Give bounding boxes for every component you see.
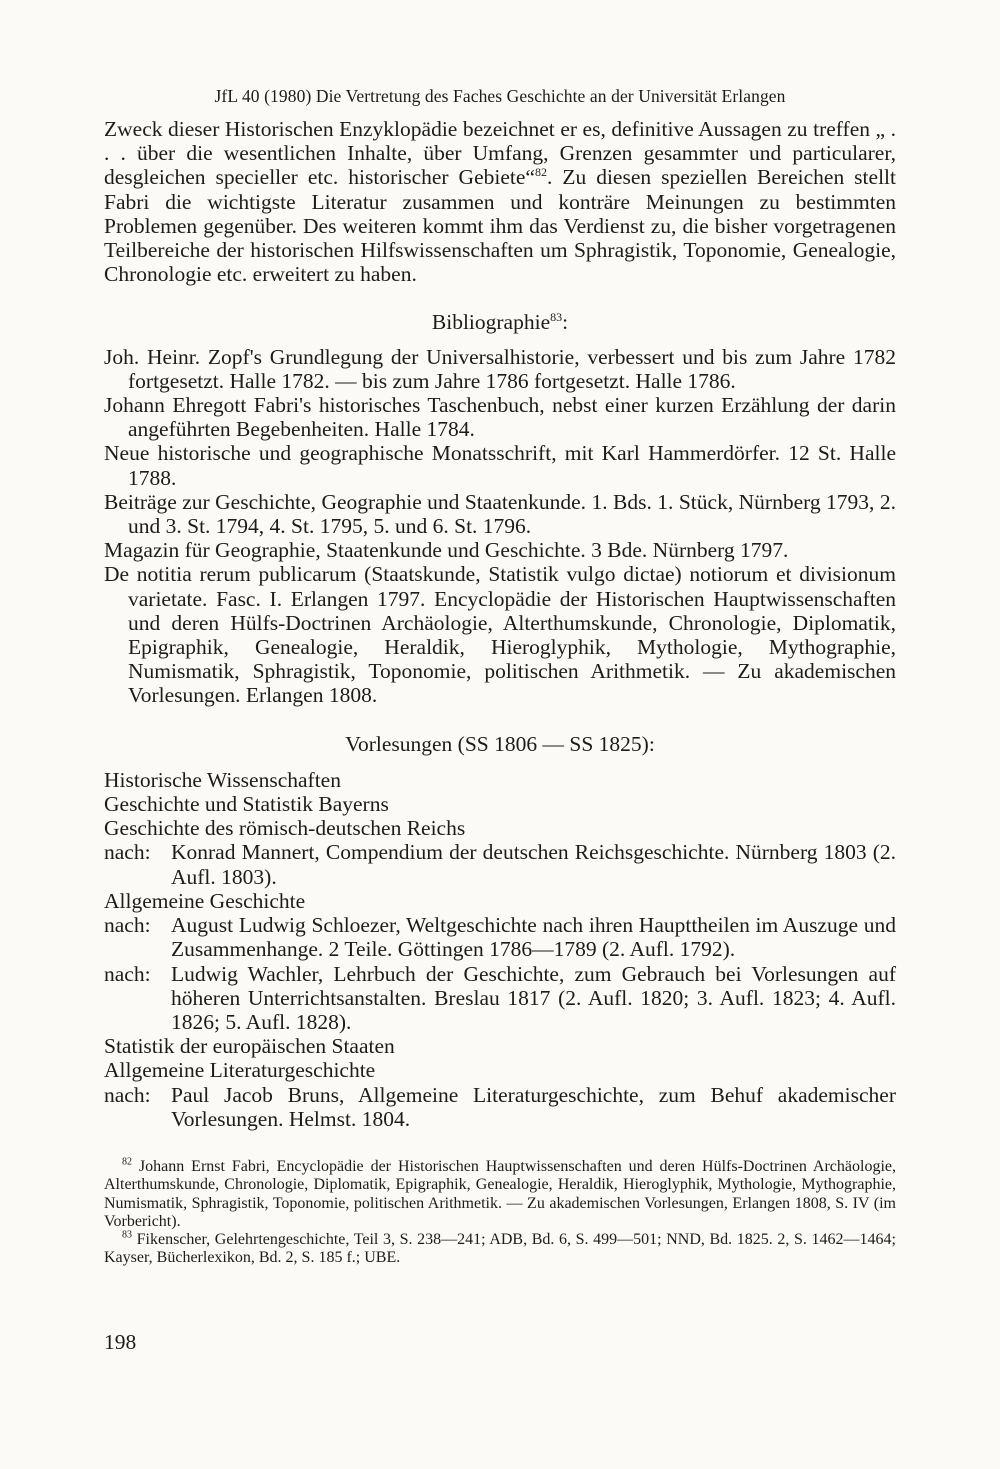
- lecture-course: Allgemeine Literaturgeschichte: [104, 1058, 376, 1083]
- footnote-number: 82: [122, 1156, 132, 1168]
- footnote-82: [104, 1158, 896, 1231]
- lecture-course: Geschichte und Statistik Bayerns: [104, 792, 389, 817]
- footnote-text: Fikenscher, Gelehrtengeschichte, Teil 3, S. 238—241; ADB, Bd. 6, S. 499—501; NND, Bd. 1825. 2, S. 1462—1464; Kayser, Bücherlexikon, Bd. 2, S. 185 f.; UBE.: [104, 1231, 896, 1267]
- lecture-course: Historische Wissenschaften: [104, 767, 341, 792]
- lecture-textbook: [104, 1083, 896, 1131]
- bibliography-entry: Johann Ehregott Fabri's historisches Taschenbuch, nebst einer kurzen Erzählung der darin angeführten Begebenheiten. Halle 1784.: [104, 393, 896, 442]
- nach-label: nach:: [104, 1082, 151, 1107]
- bibliography-heading: [104, 310, 896, 334]
- footnote-number: 83: [122, 1229, 132, 1241]
- bibliography-entry: De notitia rerum publicarum (Staatskunde, Statistik vulgo dictae) notiorum et divisionum varietate. Fasc. I. Erlangen 1797. Encyclopädie der Historischen Hauptwissenschaften und deren Hülfs-Doctrinen Archäologie, Alterthumskunde, Chronologie, Diplomatik, Epigraphik, Genealogie, Heraldik, Hieroglyphik, Mythologie, Mythographie, Numismatik, Sphragistik, Toponomie, politischen Arithmetik. — Zu akademischen Vorlesungen. Erlangen 1808.: [104, 562, 896, 708]
- footnote-83: [104, 1231, 896, 1268]
- footnote-text: Johann Ernst Fabri, Encyclopädie der Historischen Hauptwissenschaften und deren Hülfs-Doctrinen Archäologie, Alterthumskunde, Chronologie, Diplomatik, Epigraphik, Genealogie, Heraldik, Hieroglyphik, Mythologie, Mythographie, Numismatik, Sphragistik, Toponomie, politischen Arithmetik. — Zu akademischen Vorlesungen, Erlangen 1808, S. IV (im Vorbericht).: [104, 1157, 896, 1230]
- lecture-textbook: [104, 962, 896, 1035]
- bibliography-heading-colon: :: [562, 310, 569, 335]
- textbook-citation: August Ludwig Schloezer, Weltgeschichte nach ihren Haupttheilen im Auszuge und Zusammenhange. 2 Teile. Göttingen 1786—1789 (2. Aufl. 1792).: [171, 913, 896, 962]
- textbook-citation: Paul Jacob Bruns, Allgemeine Literaturgeschichte, zum Behuf akademischer Vorlesungen. Helmst. 1804.: [171, 1082, 896, 1131]
- nach-label: nach:: [104, 961, 151, 986]
- lecture-course: Allgemeine Geschichte: [104, 888, 306, 913]
- intro-paragraph: [104, 117, 896, 286]
- lectures-heading: Vorlesungen (SS 1806 — SS 1825):: [345, 731, 655, 756]
- footnote-ref-83: 83: [550, 310, 563, 325]
- bibliography-entry: Joh. Heinr. Zopf's Grundlegung der Universalhistorie, verbessert und bis zum Jahre 1782 fortgesetzt. Halle 1782. — bis zum Jahre 1786 fortgesetzt. Halle 1786.: [104, 344, 896, 393]
- lecture-course: Geschichte des römisch-deutschen Reichs: [104, 816, 466, 841]
- document-page: [104, 86, 896, 1426]
- lecture-textbook: [104, 913, 896, 961]
- running-head: JfL 40 (1980) Die Vertretung des Faches Geschichte an der Universität Erlangen: [214, 86, 786, 106]
- textbook-citation: Konrad Mannert, Compendium der deutschen Reichsgeschichte. Nürnberg 1803 (2. Aufl. 1803).: [171, 840, 896, 889]
- bibliography-heading-text: Bibliographie: [431, 310, 551, 335]
- nach-label: nach:: [104, 913, 151, 938]
- nach-label: nach:: [104, 840, 151, 865]
- textbook-citation: Ludwig Wachler, Lehrbuch der Geschichte, zum Gebrauch bei Vorlesungen auf höheren Unterrichtsanstalten. Breslau 1817 (2. Aufl. 1820; 3. Aufl. 1823; 4. Aufl. 1826; 5. Aufl. 1828).: [171, 961, 896, 1034]
- bibliography-entry: Beiträge zur Geschichte, Geographie und Staatenkunde. 1. Bds. 1. Stück, Nürnberg 1793, 2. und 3. St. 1794, 4. St. 1795, 5. und 6. St. 1796.: [104, 489, 896, 539]
- bibliography-entry: Magazin für Geographie, Staatenkunde und Geschichte. 3 Bde. Nürnberg 1797.: [104, 538, 789, 563]
- page-number: 198: [104, 1330, 137, 1354]
- lecture-course: Statistik der europäischen Staaten: [104, 1034, 395, 1059]
- intro-text-a: Zweck dieser Historischen Enzyklopädie bezeichnet er es, definitive Aussagen zu treffen „ . . . über die wesentlichen Inhalte, über Umfang, Grenzen gesammter und particularer, desgleichen specieller etc. historischer Gebiete“: [104, 117, 896, 190]
- lecture-textbook: [104, 840, 896, 888]
- intro-text-b: . Zu diesen speziellen Bereichen stellt Fabri die wichtigste Literatur zusammen und konträre Meinungen zu bestimmten Problemen gegenüber. Des weiteren kommt ihm das Verdienst zu, die bisher vorgetragenen Teilbereiche der historischen Hilfswissenschaften um Sphragistik, Toponomie, Genealogie, Chronologie etc. erweitert zu haben.: [104, 165, 896, 287]
- bibliography-entry: Neue historische und geographische Monatsschrift, mit Karl Hammerdörfer. 12 St. Halle 1788.: [104, 441, 896, 490]
- footnotes: [104, 1158, 896, 1268]
- footnote-ref-82: 82: [534, 165, 547, 180]
